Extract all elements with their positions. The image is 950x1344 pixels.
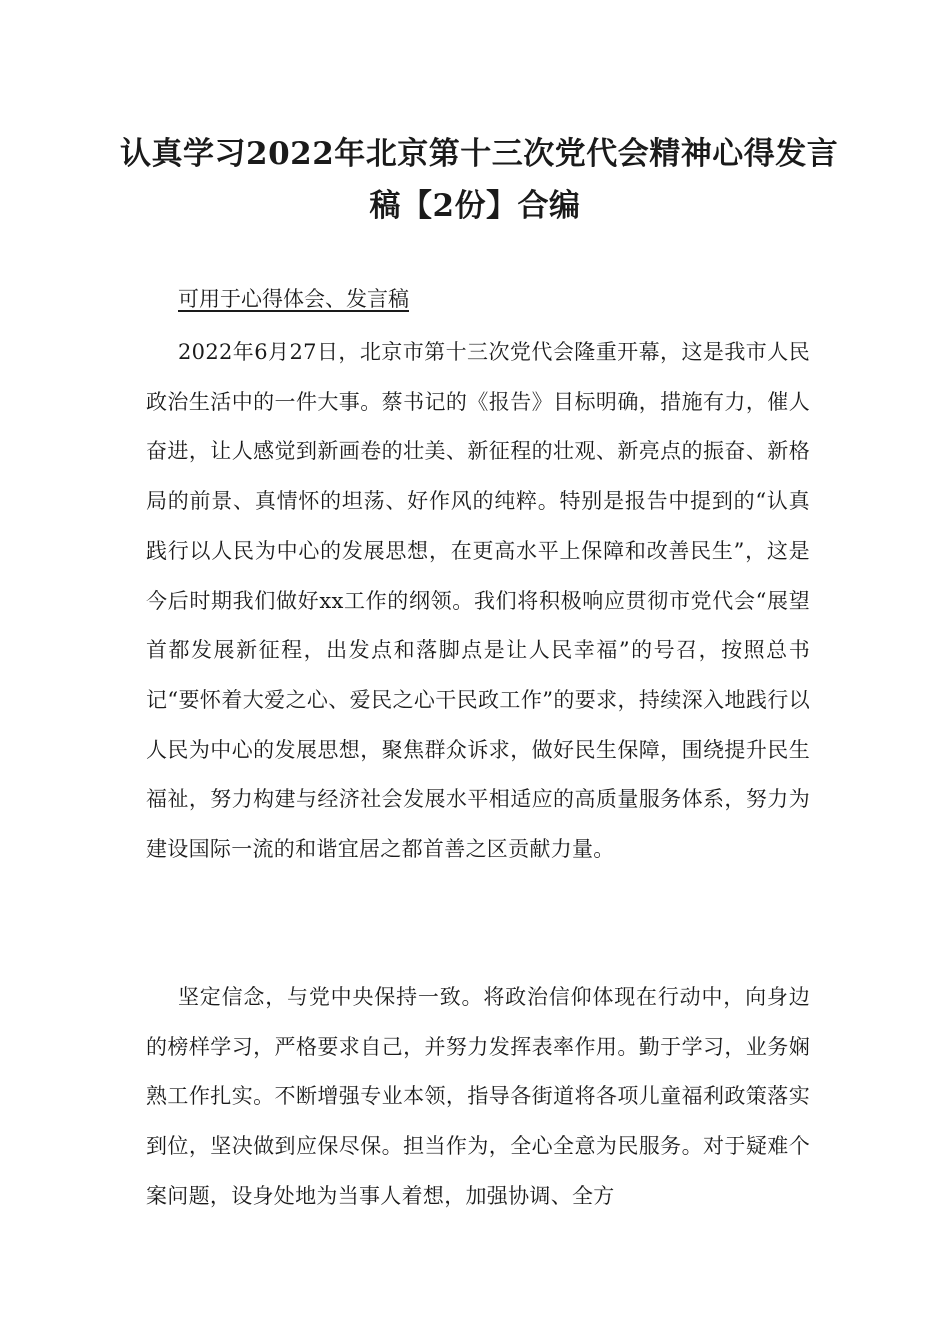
paragraph-2: 坚定信念，与党中央保持一致。将政治信仰体现在行动中，向身边的榜样学习，严格要求自己，并努力发挥表率作用。勤于学习，业务娴熟工作扎实。不断增强专业本领，指导各街道将各项儿童福利政策落实到位，坚决做到应保尽保。担当作为，全心全意为民服务。对于疑难个案问题，设身处地为当事人着想，加强协调、全方 <box>146 985 810 1208</box>
title-line-1: 认真学习2022年北京第十三次党代会精神心得发言 <box>120 136 839 172</box>
title-line-2: 稿【2份】合编 <box>369 188 581 224</box>
paragraph-1: 2022年6月27日，北京市第十三次党代会隆重开幕，这是我市人民政治生活中的一件大事。蔡书记的《报告》目标明确，措施有力，催人奋进，让人感觉到新画卷的壮美、新征程的壮观、新亮点的振奋、新格局的前景、真情怀的坦荡、好作风的纯粹。特别是报告中提到的“认真践行以人民为中心的发展思想，在更高水平上保障和改善民生”，这是今后时期我们做好xx工作的纲领。我们将积极响应贯彻市党代会“展望首都发展新征程，出发点和落脚点是让人民幸福”的号召，按照总书记“要怀着大爱之心、爱民之心干民政工作”的要求，持续深入地践行以人民为中心的发展思想，聚焦群众诉求，做好民生保障，围绕提升民生福祉，努力构建与经济社会发展水平相适应的高质量服务体系，努力为建设国际一流的和谐宜居之都首善之区贡献力量。 <box>146 340 810 862</box>
document-title <box>120 128 839 232</box>
document-subtitle: 可用于心得体会、发言稿 <box>178 287 409 311</box>
